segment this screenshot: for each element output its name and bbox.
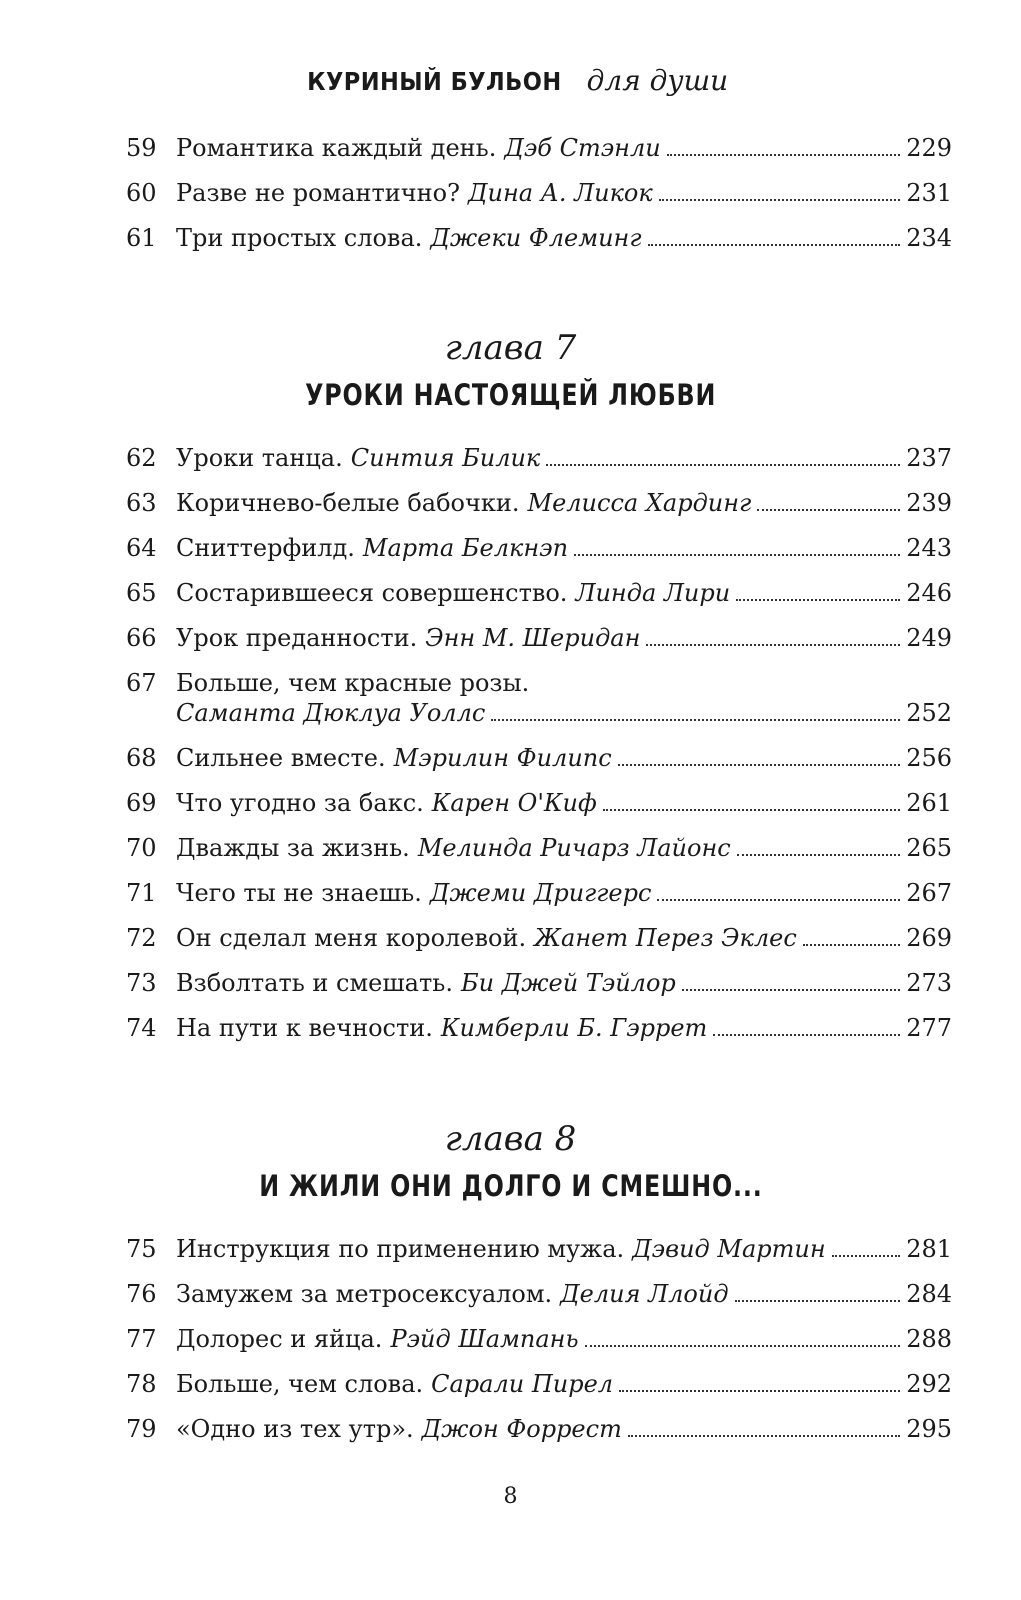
entry-number: 75 xyxy=(126,1235,157,1263)
dot-leader xyxy=(574,554,900,556)
entry-author: Джеми Дриггерс xyxy=(429,879,652,907)
toc-entry[interactable] xyxy=(126,488,952,518)
entry-page: 229 xyxy=(906,134,952,162)
entry-page: 273 xyxy=(906,969,952,997)
entry-title: Дважды за жизнь. xyxy=(176,834,410,862)
entry-title: Взболтать и смешать. xyxy=(176,969,453,997)
entry-author: Жанет Перез Эклес xyxy=(534,924,797,952)
dot-leader xyxy=(646,644,900,646)
toc-entry[interactable] xyxy=(126,178,952,208)
entry-page: 249 xyxy=(906,624,952,652)
entry-page: 295 xyxy=(906,1415,952,1443)
dot-leader xyxy=(648,244,901,246)
dot-leader xyxy=(682,989,900,991)
entry-author: Мелисса Хардинг xyxy=(527,489,752,517)
toc-entry[interactable] xyxy=(126,968,952,998)
dot-leader xyxy=(667,154,901,156)
toc-entry[interactable] xyxy=(126,833,952,863)
entry-page: 252 xyxy=(906,699,952,727)
entry-page: 261 xyxy=(906,789,952,817)
toc-entry[interactable] xyxy=(126,1414,952,1444)
toc-entry[interactable] xyxy=(126,668,952,728)
toc-list-chapter-7 xyxy=(126,443,952,1058)
dot-leader xyxy=(832,1255,901,1257)
entry-page: 265 xyxy=(906,834,952,862)
entry-page: 284 xyxy=(906,1280,952,1308)
entry-title: Чего ты не знаешь. xyxy=(176,879,422,907)
entry-title: На пути к вечности. xyxy=(176,1014,433,1042)
toc-entry[interactable] xyxy=(126,1324,952,1354)
entry-number: 66 xyxy=(126,624,157,652)
entry-number: 77 xyxy=(126,1325,157,1353)
entry-number: 61 xyxy=(126,224,157,252)
toc-entry[interactable] xyxy=(126,743,952,773)
dot-leader xyxy=(491,719,900,721)
toc-entry[interactable] xyxy=(126,533,952,563)
entry-title: Уроки танца. xyxy=(176,444,343,472)
dot-leader xyxy=(803,944,900,946)
dot-leader xyxy=(603,809,900,811)
toc-entry[interactable] xyxy=(126,1234,952,1264)
entry-author: Джеки Флеминг xyxy=(430,224,642,252)
entry-number: 67 xyxy=(126,669,157,697)
dot-leader xyxy=(736,599,900,601)
entry-number: 74 xyxy=(126,1014,157,1042)
entry-title: Что угодно за бакс. xyxy=(176,789,424,817)
entry-title: Инструкция по применению мужа. xyxy=(176,1235,625,1263)
entry-page: 246 xyxy=(906,579,952,607)
toc-entry[interactable] xyxy=(126,1369,952,1399)
toc-entry[interactable] xyxy=(126,1279,952,1309)
running-head xyxy=(0,64,1021,97)
entry-title: Он сделал меня королевой. xyxy=(176,924,527,952)
toc-entry[interactable] xyxy=(126,878,952,908)
entry-author: Мэрилин Филипс xyxy=(393,744,612,772)
chapter-8-title: И ЖИЛИ ОНИ ДОЛГО И СМЕШНО... xyxy=(258,1169,763,1203)
entry-number: 76 xyxy=(126,1280,157,1308)
entry-page: 288 xyxy=(906,1325,952,1353)
entry-title: Три простых слова. xyxy=(176,224,423,252)
dot-leader xyxy=(657,899,900,901)
entry-title: Замужем за метросексуалом. xyxy=(176,1280,553,1308)
entry-author: Синтия Билик xyxy=(350,444,541,472)
toc-entry[interactable] xyxy=(126,443,952,473)
entry-author: Марта Белкнэп xyxy=(362,534,569,562)
entry-title: «Одно из тех утр». xyxy=(176,1415,414,1443)
chapter-7-label: глава 7 xyxy=(444,328,577,368)
dot-leader xyxy=(735,1300,901,1302)
entry-page: 239 xyxy=(906,489,952,517)
entry-author: Кимберли Б. Гэррет xyxy=(440,1014,708,1042)
entry-page: 281 xyxy=(906,1235,952,1263)
entry-page: 237 xyxy=(906,444,952,472)
entry-number: 71 xyxy=(126,879,157,907)
entry-page: 267 xyxy=(906,879,952,907)
entry-page: 234 xyxy=(906,224,952,252)
dot-leader xyxy=(628,1435,900,1437)
entry-author: Дэб Стэнли xyxy=(504,134,661,162)
dot-leader xyxy=(619,1390,900,1392)
chapter-7-title: УРОКИ НАСТОЯЩЕЙ ЛЮБВИ xyxy=(304,378,717,412)
entry-author: Рэйд Шампань xyxy=(390,1325,579,1353)
entry-author: Линда Лири xyxy=(575,579,731,607)
entry-number: 72 xyxy=(126,924,157,952)
toc-entry[interactable] xyxy=(126,133,952,163)
entry-page: 256 xyxy=(906,744,952,772)
entry-author: Би Джей Тэйлор xyxy=(460,969,676,997)
running-head-title: КУРИНЫЙ БУЛЬОН xyxy=(306,67,562,96)
entry-title: Больше, чем красные розы. xyxy=(176,669,530,697)
entry-page: 292 xyxy=(906,1370,952,1398)
entry-title: Урок преданности. xyxy=(176,624,418,652)
entry-title: Больше, чем слова. xyxy=(176,1370,424,1398)
entry-number: 60 xyxy=(126,179,157,207)
entry-number: 65 xyxy=(126,579,157,607)
entry-title: Сниттерфилд. xyxy=(176,534,355,562)
dot-leader xyxy=(713,1034,900,1036)
entry-number: 62 xyxy=(126,444,157,472)
entry-author: Саманта Дюклуа Уоллс xyxy=(176,699,486,727)
dot-leader xyxy=(618,764,901,766)
entry-number: 63 xyxy=(126,489,157,517)
entry-page: 277 xyxy=(906,1014,952,1042)
dot-leader xyxy=(546,464,900,466)
entry-title: Долорес и яйца. xyxy=(176,1325,383,1353)
entry-number: 68 xyxy=(126,744,157,772)
entry-author: Энн М. Шеридан xyxy=(425,624,641,652)
dot-leader xyxy=(757,509,900,511)
entry-number: 59 xyxy=(126,134,157,162)
toc-entry[interactable] xyxy=(126,788,952,818)
entry-title: Разве не романтично? xyxy=(176,179,460,207)
entry-number: 79 xyxy=(126,1415,157,1443)
page-number: 8 xyxy=(503,1484,518,1509)
toc-entry[interactable] xyxy=(126,923,952,953)
toc-list-chapter-8 xyxy=(126,1234,952,1459)
entry-number: 64 xyxy=(126,534,157,562)
entry-title: Сильнее вместе. xyxy=(176,744,386,772)
entry-title: Коричнево-белые бабочки. xyxy=(176,489,520,517)
dot-leader xyxy=(585,1345,901,1347)
toc-entry[interactable] xyxy=(126,578,952,608)
entry-author: Мелинда Ричарз Лайонс xyxy=(417,834,731,862)
entry-number: 69 xyxy=(126,789,157,817)
entry-title: Романтика каждый день. xyxy=(176,134,497,162)
chapter-8-label: глава 8 xyxy=(444,1119,577,1159)
toc-entry[interactable] xyxy=(126,623,952,653)
dot-leader xyxy=(737,854,900,856)
entry-number: 70 xyxy=(126,834,157,862)
toc-list-top xyxy=(126,133,952,268)
entry-author: Джон Форрест xyxy=(421,1415,622,1443)
entry-author: Дэвид Мартин xyxy=(632,1235,826,1263)
toc-entry[interactable] xyxy=(126,1013,952,1043)
entry-author: Сарали Пирел xyxy=(431,1370,614,1398)
entry-page: 231 xyxy=(906,179,952,207)
entry-number: 78 xyxy=(126,1370,157,1398)
dot-leader xyxy=(659,199,900,201)
entry-title: Состарившееся совершенство. xyxy=(176,579,568,607)
entry-author: Делия Ллойд xyxy=(560,1280,729,1308)
running-head-script: для души xyxy=(586,64,729,97)
entry-author: Карен О'Киф xyxy=(431,789,597,817)
entry-page: 243 xyxy=(906,534,952,562)
entry-page: 269 xyxy=(906,924,952,952)
toc-entry[interactable] xyxy=(126,223,952,253)
entry-number: 73 xyxy=(126,969,157,997)
entry-author: Дина А. Ликок xyxy=(467,179,653,207)
